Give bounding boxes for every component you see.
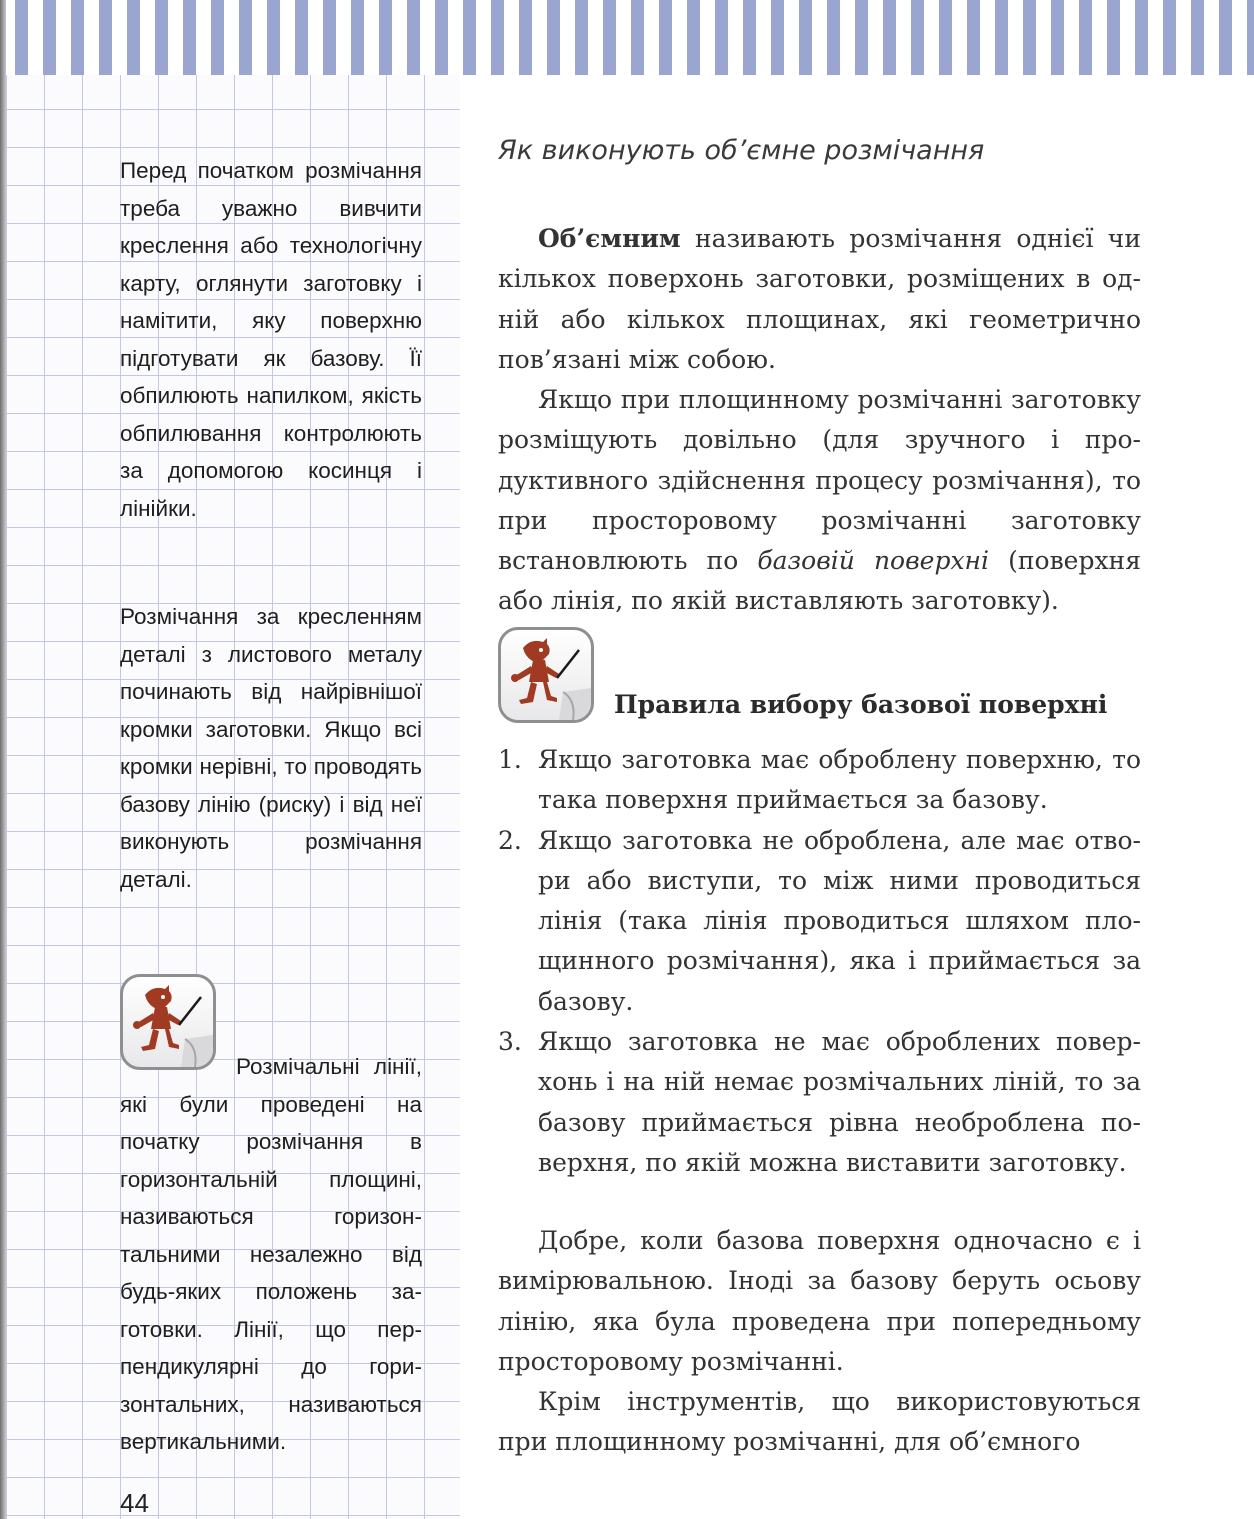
rules-heading: Правила вибору базової поверхні xyxy=(614,690,1108,719)
section-title: Як виконують об’ємне розмічання xyxy=(498,135,985,166)
term-italic: базовій поверхні xyxy=(757,546,990,576)
page-number: 44 xyxy=(120,1488,149,1518)
rules-list xyxy=(498,740,1141,1183)
main-paragraph-4: Крім інструментів, що використовуються при площинному розмічанні, для об’ємного xyxy=(498,1387,1141,1457)
main-paragraph-2: Якщо при площинному розмічанні заготовку розміщують довільно (для зручного і продуктивного здійснення процесу розмічання), то при просторовому розмічанні заготовку встановлюють по базовій поверхні (поверхня або лінія, по якій виставляють заготовку). xyxy=(498,385,1141,616)
main-paragraph-1: Об’ємним називають розмічання однієї чи кількох поверхонь заготовки, розміщених в одній або кількох площинах, які геометрично пов’язані між собою. xyxy=(498,224,1141,374)
teacher-with-pointer-icon xyxy=(498,627,594,723)
rule-item-2: 2. Якщо заготовка не оброблена, але має отвори або виступи, то між ними проводиться лінія (така лінія проводиться шляхом площинного розмічання), яка і приймається за базову. xyxy=(498,825,1141,1016)
sidebar-paragraph-2: Розмічання за кресленням деталі з листового металу починають від найрівнішої кромки заготовки. Якщо всі кромки нерівні, то проводять базову лінію (риску) і від неї виконують розмічання деталі. xyxy=(120,604,422,892)
term-bold: Об’ємним xyxy=(538,224,681,253)
top-stripe-band xyxy=(0,0,1254,75)
rule-item-1: 1. Якщо заготовка має оброблену поверхню, то така поверхня приймається за базову. xyxy=(498,745,1141,815)
rule-item-3: 3. Якщо заготовка не має оброблених поверхонь і на ній немає розмічальних ліній, то за базову приймається рівна необроблена поверхня, по якій можна виставити заготовку. xyxy=(498,1027,1141,1177)
sidebar-paragraph-1: Перед початком розмічання треба уважно вивчити креслення або технологічну карту, оглянути заготовку і намітити, яку поверхню підготувати як базову. Її обпилюють напилком, якість обпилювання контролюють за допомогою косинця і лінійки. xyxy=(120,158,422,521)
main-paragraph-3: Добре, коли базова поверхня одночасно є і вимірювальною. Іноді за базову беруть осьову лінію, яка була проведена при попередньому просторовому розмічанні. xyxy=(498,1226,1141,1376)
sidebar-paragraph-3: Розмічальні лінії, які були проведені на початку розмічання в горизонтальній площині, називаються горизонтальними незалежно від будь-яких положень заготовки. Лінії, що перпендикулярні до горизонтальних, називаються вертикальними. xyxy=(120,1054,422,1454)
